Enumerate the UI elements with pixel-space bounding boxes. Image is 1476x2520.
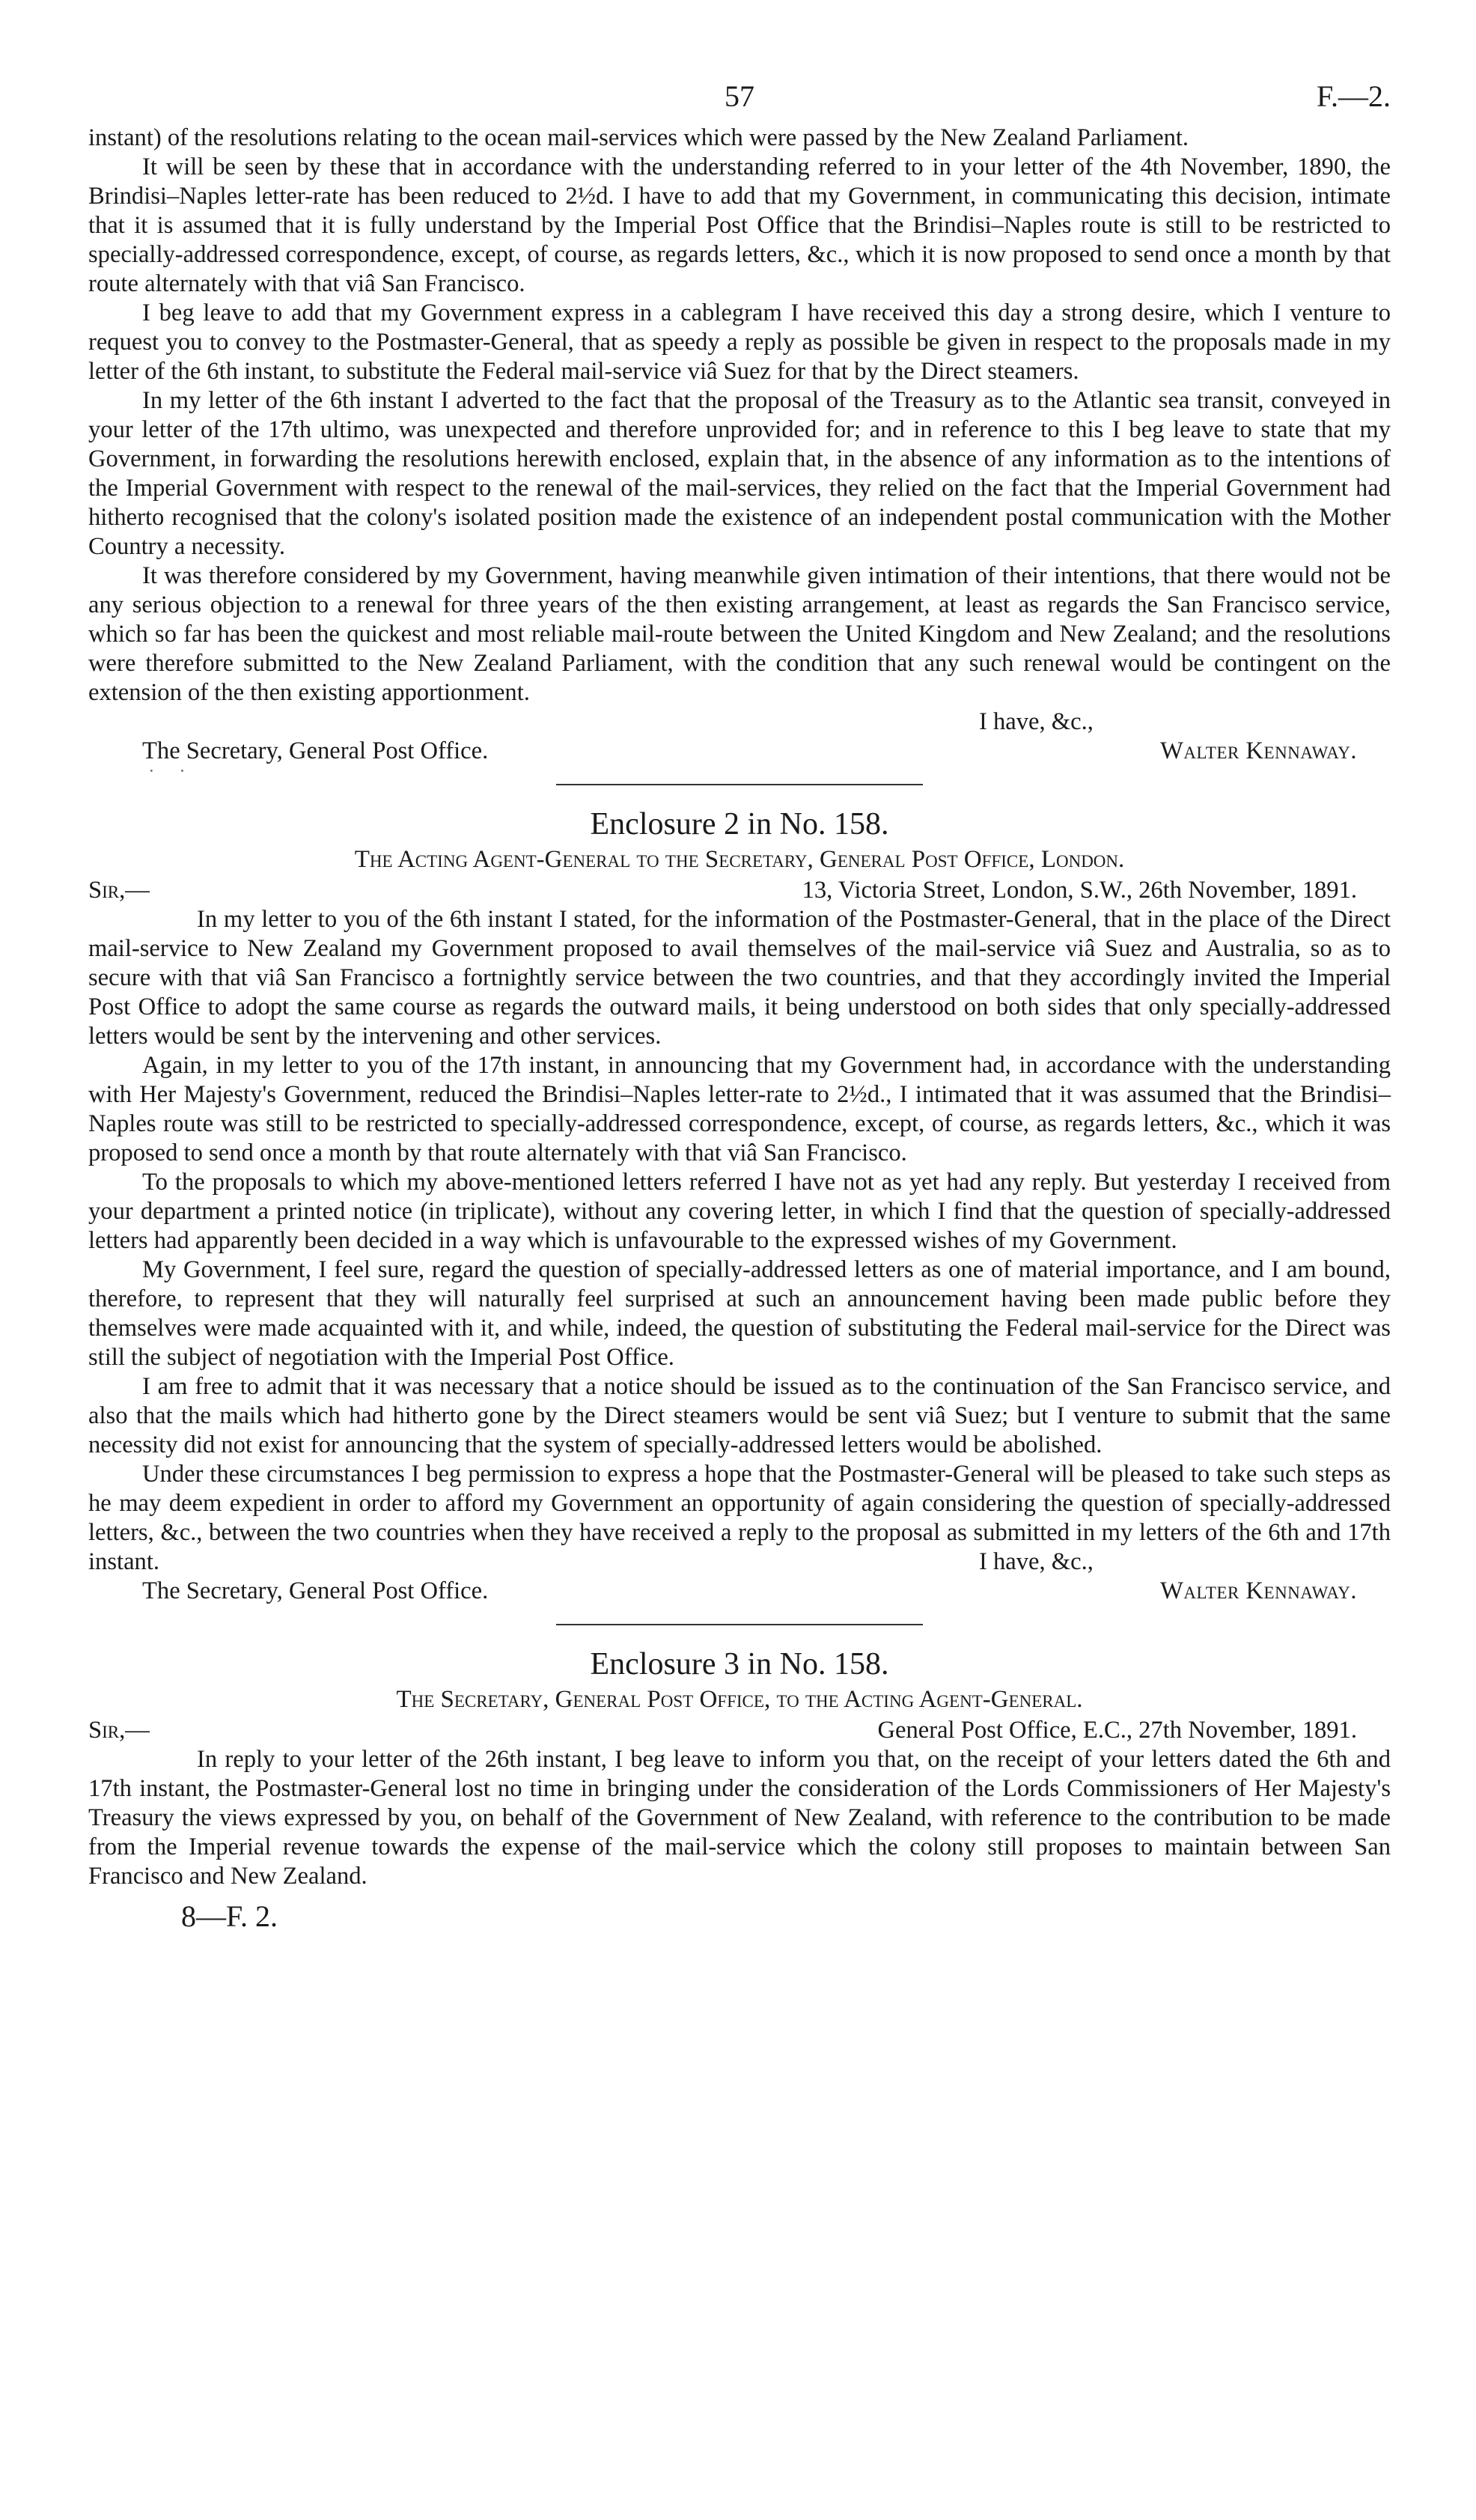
paragraph: In my letter of the 6th instant I adverted to the fact that the proposal of the Treasury as to the Atlantic sea transit, conveyed in your letter of the 17th ultimo, was unexpected and therefore unprovided for; and in reference to this I beg leave to state that my Government, in forwarding the resolutions herewith enclosed, explain that, in the absence of any information as to the intentions of the Imperial Government with respect to the renewal of the mail-services, they relied on the fact that the Imperial Government had hitherto recognised that the colony's isolated position made the existence of an independent postal communication with the Mother Country a necessity. — [88, 387, 1391, 560]
closing-line — [88, 707, 1391, 737]
section-divider — [556, 784, 923, 785]
recipient: The Secretary, General Post Office. — [142, 737, 489, 764]
closing-phrase: I have, &c., — [979, 708, 1094, 735]
signature-line — [88, 737, 1391, 766]
enclosure-title: Enclosure 3 in No. 158. — [590, 1647, 889, 1681]
address-date: 13, Victoria Street, London, S.W., 26th November, 1891. — [802, 877, 1357, 904]
salutation: Sir,— — [88, 1717, 150, 1744]
paragraph: In reply to your letter of the 26th instant, I beg leave to inform you that, on the receipt of your letters dated the 6th and 17th instant, the Postmaster-General lost no time in bringing under the consideration of the Lords Commissioners of Her Majesty's Treasury the views expressed by you, on behalf of the Government of New Zealand, with reference to the contribution to be made from the Imperial revenue towards the expense of the mail-service which the colony still proposes to maintain between San Francisco and New Zealand. — [88, 1746, 1391, 1890]
paragraph: It was therefore considered by my Government, having meanwhile given intimation of their intentions, that there would not be any serious objection to a renewal for three years of the then existing arrangement, at least as regards the San Francisco service, which so far has been the quickest and most reliable mail-route between the United Kingdom and New Zealand; and the resolutions were therefore submitted to the New Zealand Parliament, with the condition that any such renewal would be contingent on the extension of the then existing apportionment. — [88, 562, 1391, 706]
page-header — [88, 71, 1391, 124]
enclosure-title: Enclosure 2 in No. 158. — [590, 807, 889, 841]
recipient: The Secretary, General Post Office. — [142, 1577, 489, 1604]
signature: Walter Kennaway. — [1160, 737, 1357, 764]
paragraph: instant) of the resolutions relating to the ocean mail-services which were passed by the New Zealand Parliament. — [88, 124, 1189, 151]
paragraph: In my letter to you of the 6th instant I stated, for the information of the Postmaster-General, that in the place of the Direct mail-service to New Zealand my Government proposed to avail themselves of the mail-service viâ Suez and Australia, so as to secure with that viâ San Francisco a fortnightly service between the two countries, and that they accordingly invited the Imperial Post Office to adopt the same course as regards the outward mails, it being understood on both sides that only specially-addressed letters would be sent by the intervening and other services. — [88, 906, 1391, 1050]
paragraph: My Government, I feel sure, regard the question of specially-addressed letters as one of material importance, and I am bound, therefore, to represent that they will naturally feel surprised at such an announcement having been made public before they themselves were made acquainted with it, and while, indeed, the question of substituting the Federal mail-service for the Direct was still the subject of negotiation with the Imperial Post Office. — [88, 1256, 1391, 1371]
signature: Walter Kennaway. — [1160, 1577, 1357, 1604]
paragraph: I am free to admit that it was necessary that a notice should be issued as to the continuation of the San Francisco service, and also that the mails which had hitherto gone by the Direct steamers would be sent viâ Suez; but I venture to submit that the same necessity did not exist for announcing that the system of specially-addressed letters would be abolished. — [88, 1373, 1391, 1458]
enclosure-3 — [88, 1645, 1391, 1891]
salutation: Sir,— — [88, 877, 150, 904]
closing-phrase: I have, &c., — [979, 1548, 1094, 1575]
address-line — [88, 1715, 1391, 1745]
paragraph: Under these circumstances I beg permission to express a hope that the Postmaster-General will be pleased to take such steps as he may deem expedient in order to afford my Government an opportunity of again considering the question of specially-addressed letters, &c., between the two countries when they have received a reply to the proposal as submitted in my letters of the 6th and 17th instant. — [88, 1461, 1391, 1575]
series-number: F.—2. — [1316, 79, 1391, 113]
enclosure-2 — [88, 805, 1391, 1606]
section-divider — [556, 1624, 923, 1625]
printer-signature-mark: 8—F. 2. — [181, 1899, 278, 1933]
enclosure-from-to: The Acting Agent-General to the Secretary, General Post Office, London. — [354, 846, 1125, 873]
enclosure-from-to: The Secretary, General Post Office, to the Acting Agent-General. — [396, 1686, 1083, 1713]
paragraph: To the proposals to which my above-mentioned letters referred I have not as yet had any reply. But yesterday I received from your department a printed notice (in triplicate), without any covering letter, in which I find that the question of specially-addressed letters had apparently been decided in a way which is unfavourable to the expressed wishes of my Government. — [88, 1169, 1391, 1254]
paragraph: It will be seen by these that in accordance with the understanding referred to in your letter of the 4th November, 1890, the Brindisi–Naples letter-rate has been reduced to 2½d. I have to add that my Government, in communicating this decision, intimate that it is assumed that it is fully understand by the Imperial Post Office that the Brindisi–Naples route is still to be restricted to specially-addressed correspondence, except, of course, as regards letters, &c., which it is now proposed to send once a month by that route alternately with that viâ San Francisco. — [88, 153, 1391, 297]
document-page: 57 F.—2. instant) of the resolutions relating to the ocean mail-services which were passed by the New Zealand Parliament. It will be seen by these that in accordance with the understanding referred to in your letter of the 4th November, 1890, the Brindisi–Naples letter-rate has been reduced to 2½d. I have to add that my Government, in communicating this decision, intimate that it is assumed that it is fully understand by the Imperial Post Office that the Brindisi–Naples route is still to be restricted to specially-addressed correspondence, except, of course, as regards letters, &c., which it is now proposed to send once a month by that route alternately with that viâ San Francisco. I beg leave to add that my Government express in a cablegram I have received this day a strong desire, which I venture to request you to convey to the Postmaster-General, that as speedy a reply as possible be given in respect to the proposals made in my letter of the 6th instant, to substitute the Federal mail-service viâ Suez for that by the Direct steamers. In my letter of the 6th instant I adverted to the fact that the proposal of the Treasury as to the Atlantic sea transit, conveyed in your letter of the 17th ultimo, was unexpected and therefore unprovided for; and in reference to this I beg leave to state that my Government, in forwarding the resolutions herewith enclosed, explain that, in the absence of any information as to the intentions of the Imperial Government with respect to the renewal of the mail-services, they relied on the fact that the Imperial Government had hitherto recognised that the colony's isolated position made the existence of an independent postal communication with the Mother Country a necessity. It was therefore considered by my Government, having meanwhile given intimation of their intentions, that there would not be any serious objection to a renewal for three years of the then existing arrangement, at least as regards the San Francisco service, which so far has been the quickest and most reliable mail-route between the United Kingdom and New Zealand; and the resolutions were therefore submitted to the New Zealand Parliament, with the condition that any such renewal would be contingent on the extension of the then existing apportionment. I have, &c., The Secretary, General Post Office. Walter Kennaway. · · Enclosure 2 in No. 158. The Acting Agent-General to the Secretary, General Post Office, London. Sir,— 13, Victoria Street, London, S.W., 26th November, 1891. In my letter to you of the 6th instant I stated, for the information of the Postmaster-General, that in the place of the Direct mail-service to New Zealand my Government proposed to avail themselves of the mail-service viâ Suez and Australia, so as to secure with that viâ San Francisco a fortnightly service between the two countries, and that they accordingly invited the Imperial Post Office to adopt the same course as regards the outward mails, it being understood on both sides that only specially-addressed letters would be sent by the intervening and other services. Again, in my letter to you of the 17th instant, in announcing that my Government had, in accordance with the understanding with Her Majesty's Government, reduced the Brindisi–Naples letter-rate to 2½d., I intimated that it was assumed that the Brindisi–Naples route was still to be restricted to specially-addressed correspondence, except, of course, as regards letters, &c., which it was proposed to send once a month by that route alternately with that viâ San Francisco. To the proposals to which my above-mentioned letters referred I have not as yet had any reply. But yesterday I received from your department a printed notice (in triplicate), without any covering letter, in which I find that the question of specially-addressed letters had apparently been decided in a way which is unfavourable to the expressed wishes of my Government. My Government, I feel sure, regard the question of specially-addressed letters as one of material importance, and I am bound, therefore, to represent that they will naturally feel surprised at such an announcement having been made public before they themselves were made acquainted with it, and while, indeed, the question of substituting the Federal mail-service for the Direct was still the subject of negotiation with the Imperial Post Office. I am free to admit that it was necessary that a notice should be issued as to the continuation of the San Francisco service, and also that the mails which had hitherto gone by the Direct steamers would be sent viâ Suez; but I venture to submit that the same necessity did not exist for announcing that the system of specially-addressed letters would be abolished. Under these circumstances I beg permission to express a hope that the Postmaster-General will be pleased to take such steps as he may deem expedient in order to afford my Government an opportunity of again considering the question of specially-addressed letters, &c., between the two countries when they have received a reply to the proposal as submitted in my letters of the 6th and 17th instant. I have, &c., The Secretary, General Post Office. Walter Kennaway. Enclosure 3 in No. 158. The Secretary, General Post Office, to the Acting Agent-General. Sir,— General Post Office, E.C., 27th November, 1891. In reply to your letter of the 26th instant, I beg leave to inform you that, on the receipt of your letters dated the 6th and 17th instant, the Postmaster-General lost no time in bringing under the consideration of the Lords Commissioners of Her Majesty's Treasury the views expressed by you, on behalf of the Government of New Zealand, with reference to the contribution to be made from the Imperial revenue towards the expense of the mail-service which the colony still proposes to maintain between San Francisco and New Zealand. 8—F. 2. — [88, 71, 1391, 1934]
paragraph: Again, in my letter to you of the 17th instant, in announcing that my Government had, in accordance with the understanding with Her Majesty's Government, reduced the Brindisi–Naples letter-rate to 2½d., I intimated that it was assumed that the Brindisi–Naples route was still to be restricted to specially-addressed correspondence, except, of course, as regards letters, &c., which it was proposed to send once a month by that route alternately with that viâ San Francisco. — [88, 1052, 1391, 1166]
closing-line — [88, 1547, 1391, 1577]
address-date: General Post Office, E.C., 27th November, 1891. — [877, 1717, 1357, 1744]
signature-line — [88, 1577, 1391, 1606]
paragraph: I beg leave to add that my Government express in a cablegram I have received this day a strong desire, which I venture to request you to convey to the Postmaster-General, that as speedy a reply as possible be given in respect to the proposals made in my letter of the 6th instant, to substitute the Federal mail-service viâ Suez for that by the Direct steamers. — [88, 299, 1391, 385]
page-number: 57 — [725, 79, 754, 113]
address-line — [88, 875, 1391, 905]
letter-continuation — [88, 124, 1391, 766]
